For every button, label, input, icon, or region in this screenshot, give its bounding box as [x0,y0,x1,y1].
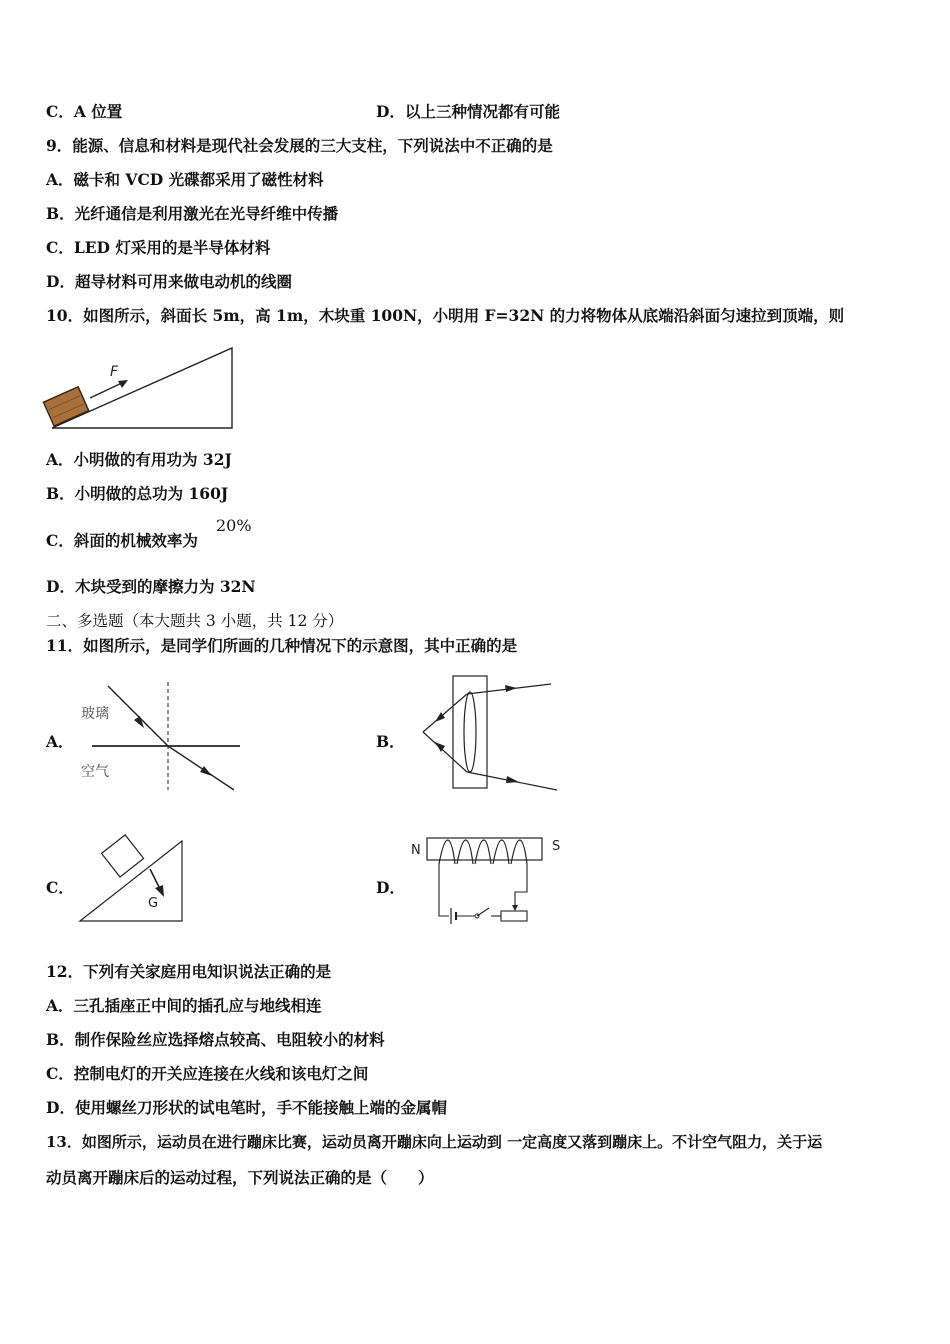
upper-right-arrowhead [505,685,517,692]
q12-option-a: A．三孔插座正中间的插孔应与地线相连 [46,996,322,1015]
q11-option-b-label: B． [376,732,405,751]
rheostat [501,911,527,921]
gravity-arrow [150,869,160,889]
right-wire [515,864,527,900]
glass-label: 玻璃 [81,706,109,722]
q10-option-b: B．小明做的总功为 160J [46,484,229,503]
north-pole-label: N [411,843,421,858]
force-label: F [110,364,119,380]
refracted-ray [168,746,234,790]
q10-efficiency-value: 20% [216,516,252,535]
q11-option-a-label: A． [46,732,74,751]
q11-figure-d-electromagnet [405,830,565,930]
q12-option-b: B．制作保险丝应选择熔点较高、电阻较小的材料 [46,1030,385,1049]
rheostat-slider-arrowhead [512,905,518,911]
q10-stem: 10．如图所示，斜面长 5m，高 1m，木块重 100N，小明用 F=32N 的力将物体从底端沿斜面匀速拉到顶端，则 [46,306,845,325]
lower-right-arrowhead [506,776,519,783]
switch-lever [477,908,489,916]
q10-option-d: D．木块受到的摩擦力为 32N [46,577,256,596]
q10-incline-figure [40,340,250,435]
q13-stem-line1: 13．如图所示，运动员在进行蹦床比赛，运动员离开蹦床向上运动到 一定高度又落到蹦床上。不计空气阻力，关于运 [46,1133,823,1151]
q11-figure-b-lens [405,672,560,792]
q9-option-d: D．超导材料可用来做电动机的线圈 [46,272,292,291]
gravity-label: G [148,896,159,911]
q10-option-c: C．斜面的机械效率为 [46,531,198,550]
wooden-block [43,387,88,426]
q10-option-a: A．小明做的有用功为 32J [46,450,232,469]
refracted-arrowhead [200,766,212,776]
lower-ray-left [423,732,467,772]
q9-stem: 9．能源、信息和材料是现代社会发展的三大支柱，下列说法中不正确的是 [46,136,553,155]
q8-option-c: C．A 位置 [46,102,123,121]
q12-option-d: D．使用螺丝刀形状的试电笔时，手不能接触上端的金属帽 [46,1098,447,1117]
q9-option-b: B．光纤通信是利用激光在光导纤维中传播 [46,204,339,223]
q12-stem: 12．下列有关家庭用电知识说法正确的是 [46,962,332,981]
force-arrow [90,382,124,398]
q9-option-a: A．磁卡和 VCD 光碟都采用了磁性材料 [46,170,324,189]
q12-option-c: C．控制电灯的开关应连接在火线和该电灯之间 [46,1064,369,1083]
block-on-incline [102,835,144,877]
q11-figure-a-refraction [78,680,243,795]
incident-ray [108,686,168,746]
section2-heading: 二、多选题（本大题共 3 小题，共 12 分） [46,612,344,630]
q13-stem-line2: 动员离开蹦床后的运动过程，下列说法正确的是（ ） [46,1168,434,1187]
incident-arrowhead [134,716,144,728]
q11-option-c-label: C． [46,878,74,897]
upper-left-arrowhead [435,712,445,722]
air-label: 空气 [81,764,109,780]
q11-option-d-label: D． [376,878,405,897]
q11-stem: 11．如图所示，是同学们所画的几种情况下的示意图，其中正确的是 [46,636,518,655]
q8-option-d: D．以上三种情况都有可能 [376,102,560,121]
q9-option-c: C．LED 灯采用的是半导体材料 [46,238,271,257]
south-pole-label: S [552,839,561,854]
left-wire [439,864,449,916]
upper-ray-left [423,694,467,732]
q11-figure-c-incline [78,825,188,925]
lens [464,692,476,772]
